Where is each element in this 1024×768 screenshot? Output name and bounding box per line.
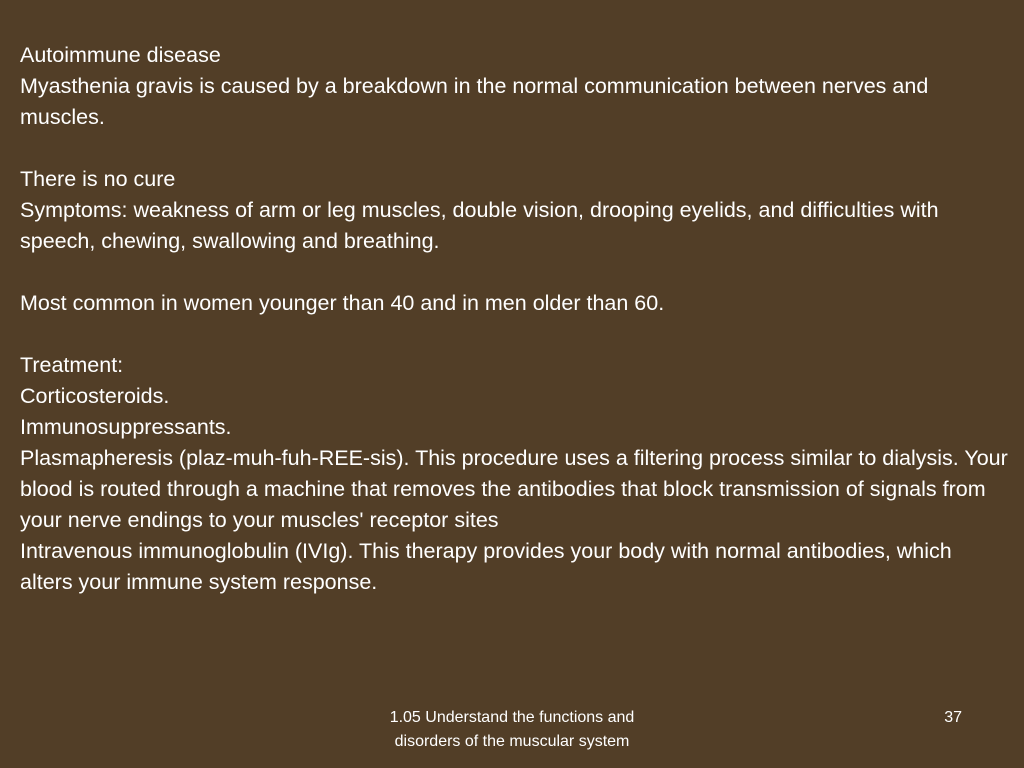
- footer-line-2: disorders of the muscular system: [394, 733, 630, 750]
- spacer: [20, 133, 1010, 164]
- treatment-heading: Treatment:: [20, 353, 124, 377]
- intro-paragraph: Myasthenia gravis is caused by a breakdown in the normal communication between nerves and muscles.: [20, 74, 929, 129]
- treatment-ivig: Intravenous immunoglobulin (IVIg). This therapy provides your body with normal antibodies, which alters your immune system response.: [20, 539, 952, 594]
- no-cure-line: There is no cure: [20, 167, 176, 191]
- footer-line-1: 1.05 Understand the functions and: [389, 709, 635, 726]
- treatment-corticosteroids: Corticosteroids.: [20, 384, 170, 408]
- slide-number: 37: [944, 709, 962, 726]
- demographics-line: Most common in women younger than 40 and in men older than 60.: [20, 291, 665, 315]
- spacer: [20, 257, 1010, 288]
- symptoms-paragraph: Symptoms: weakness of arm or leg muscles, double vision, drooping eyelids, and difficulties with speech, chewing, swallowing and breathing.: [20, 198, 939, 253]
- treatment-immunosuppressants: Immunosuppressants.: [20, 415, 232, 439]
- treatment-plasmapheresis: Plasmapheresis (plaz-muh-fuh-REE-sis). This procedure uses a filtering process similar to dialysis. Your blood is routed through a machine that removes the antibodies that block transmission of signals from your nerve endings to your muscles' receptor sites: [20, 446, 1008, 532]
- slide-body: [20, 40, 1010, 598]
- spacer: [20, 319, 1010, 350]
- heading-autoimmune: Autoimmune disease: [20, 43, 221, 67]
- footer-caption: [312, 706, 712, 754]
